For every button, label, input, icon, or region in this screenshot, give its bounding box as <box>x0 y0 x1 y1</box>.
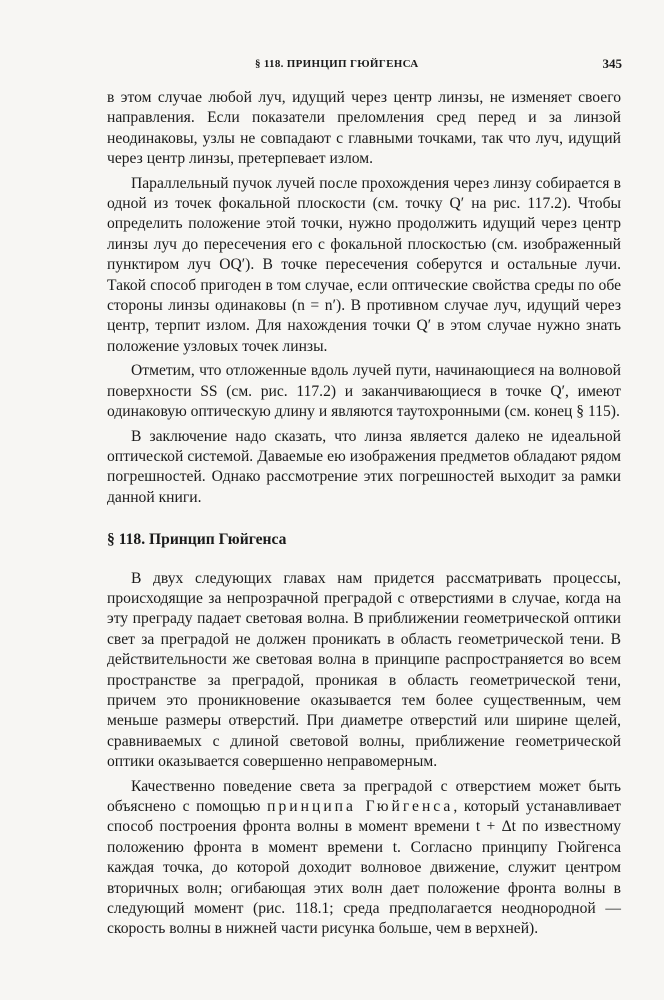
paragraph-obstacle: В двух следующих главах нам придется рассматривать процессы, происходящие за непрозрачной преградой с отверстиями в случае, когда на эту преграду падает световая волна. В приближении геометрической оптики свет за преградой не должен проникать в область геометрической тени. В действительности же световая волна в принципе распространяется во всем пространстве за преградой, проникая в область геометрической тени, причем это проникновение оказывается тем более существенным, чем меньше размеры отверстий. При диаметре отверстий или ширине щелей, сравниваемых с длиной световой волны, приближение геометрической оптики оказывается совершенно неправомерным. <box>107 569 621 771</box>
huygens-term: принципа Гюйгенса <box>267 798 454 815</box>
paragraph-continuation: в этом случае любой луч, идущий через центр линзы, не изменяет своего направления. Если показатели преломления сред перед и за линзой неодинаковы, узлы не совпадают с главными точками, так что луч, идущий через центр линзы, претерпевает излом. <box>107 89 621 168</box>
paragraph-huygens <box>107 777 621 940</box>
paragraph-parallel-beam: Параллельный пучок лучей после прохождения через линзу собирается в одной из точек фокальной плоскости (см. точку Q′ на рис. 117.2). Чтобы определить положение этой точки, нужно продолжить идущий через центр линзы луч до пересечения его с фокальной плоскостью (см. изображенный пунктиром луч OQ′). В точке пересечения соберутся и остальные лучи. Такой способ пригоден в том случае, если оптические свойства среды по обе стороны линзы одинаковы (n = n′). В противном случае луч, идущий через центр, терпит излом. Для нахождения точки Q′ в этом случае нужно знать положение узловых точек линзы. <box>107 174 621 355</box>
paragraph-tautochronous: Отметим, что отложенные вдоль лучей пути, начинающиеся на волновой поверхности SS (см. рис. 117.2) и заканчивающиеся в точке Q′, имеют одинаковую оптическую длину и являются таутохронными (см. конец § 115). <box>107 362 621 421</box>
page-body <box>107 88 621 940</box>
section-heading: § 118. Принцип Гюйгенса <box>107 531 287 549</box>
huygens-rest: , который устанавливает способ построения фронта волны в момент времени t + Δt по известному положению фронта в момент времени t. Согласно принципу Гюйгенса каждая точка, до которой доходит волновое движение, служит центром вторичных волн; огибающая этих волн дает положение фронта волны в следующий момент (рис. 118.1; среда предполагается неоднородной — скорость волны в нижней части рисунка больше, чем в верхней). <box>107 798 622 938</box>
huygens-intro: Качественно поведение света за преградой с отверстием может быть объяснено с помощью <box>107 777 621 815</box>
page-number: 345 <box>602 56 622 71</box>
paragraph-conclusion: В заключение надо сказать, что линза является далеко не идеальной оптической системой. Даваемые ею изображения предметов обладают рядом погрешностей. Однако рассмотрение этих погрешностей выходит за рамки данной книги. <box>107 427 621 506</box>
running-title: § 118. ПРИНЦИП ГЮЙГЕНСА <box>255 58 419 70</box>
